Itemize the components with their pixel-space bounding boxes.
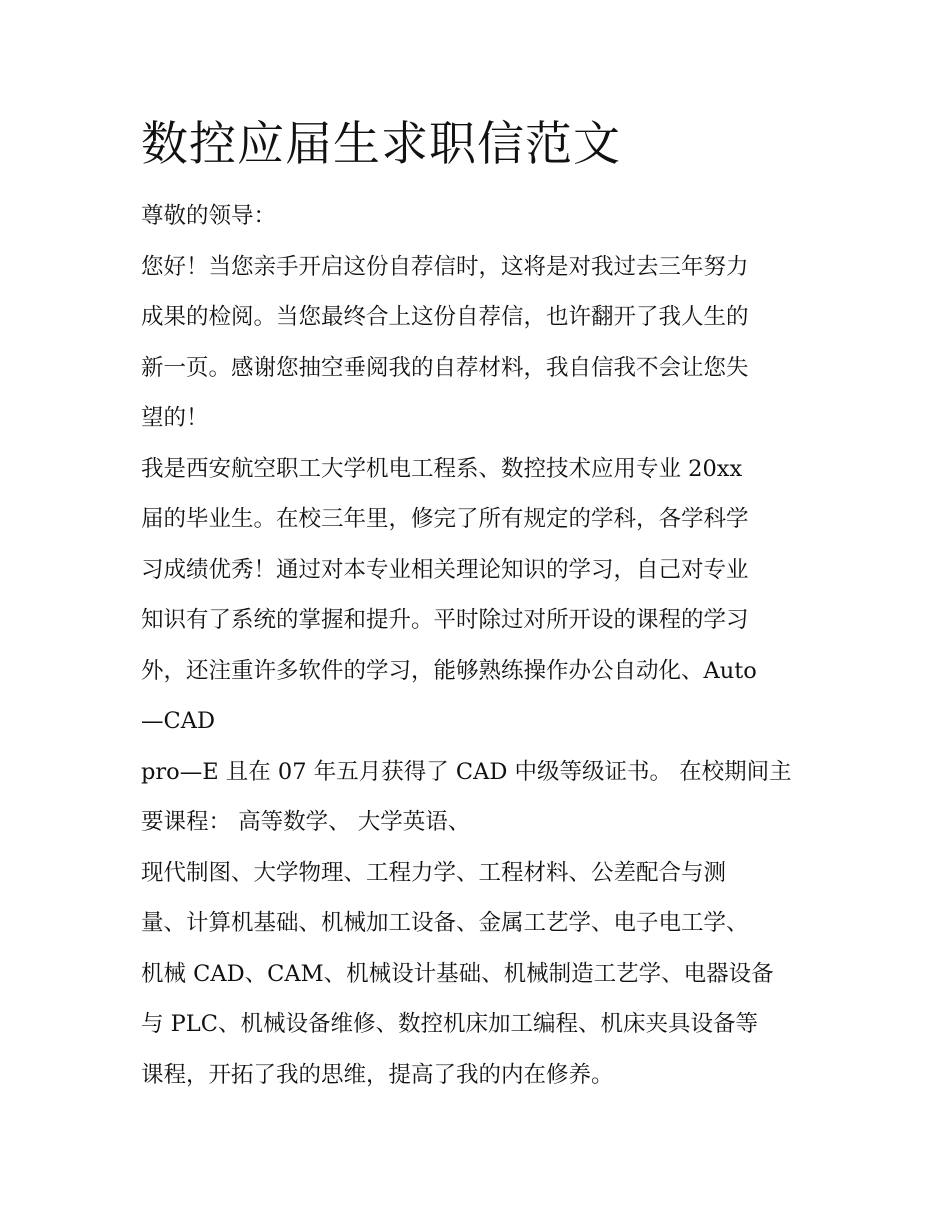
body-line: 量、计算机基础、机械加工设备、金属工艺学、电子电工学、: [141, 910, 749, 936]
body-line: 机械 CAD、CAM、机械设计基础、机械制造工艺学、电器设备: [141, 960, 774, 987]
document-title: 数控应届生求职信范文: [141, 117, 621, 172]
body-line: 知识有了系统的掌握和提升。平时除过对所开设的课程的学习: [141, 607, 749, 633]
body-line: 我是西安航空职工大学机电工程系、数控技术应用专业 20xx: [141, 455, 743, 482]
document-page: [141, 112, 813, 1100]
body-line: 要课程： 高等数学、 大学英语、: [141, 809, 471, 835]
body-line: 望的！: [141, 405, 209, 431]
body-line: 外，还注重许多软件的学习，能够熟练操作办公自动化、Auto: [141, 657, 757, 684]
body-line: 您好！当您亲手开启这份自荐信时，这将是对我过去三年努力: [141, 253, 749, 280]
body-line: —CAD: [141, 708, 216, 734]
body-line: 课程，开拓了我的思维，提高了我的内在修养。: [141, 1061, 614, 1088]
body-line: 成果的检阅。当您最终合上这份自荐信，也许翻开了我人生的: [141, 304, 749, 330]
body-line: 与 PLC、机械设备维修、数控机床加工编程、机床夹具设备等: [141, 1011, 758, 1037]
document-body: [141, 191, 813, 1100]
body-line: 习成绩优秀！通过对本专业相关理论知识的学习，自己对专业: [141, 556, 749, 583]
body-line: 尊敬的领导：: [141, 203, 277, 229]
body-line: pro—E 且在 07 年五月获得了 CAD 中级等级证书。 在校期间主: [141, 758, 792, 785]
body-line: 届的毕业生。在校三年里，修完了所有规定的学科，各学科学: [141, 506, 749, 532]
body-line: 新一页。感谢您抽空垂阅我的自荐材料，我自信我不会让您失: [141, 354, 749, 381]
body-line: 现代制图、大学物理、工程力学、工程材料、公差配合与测: [141, 859, 727, 886]
